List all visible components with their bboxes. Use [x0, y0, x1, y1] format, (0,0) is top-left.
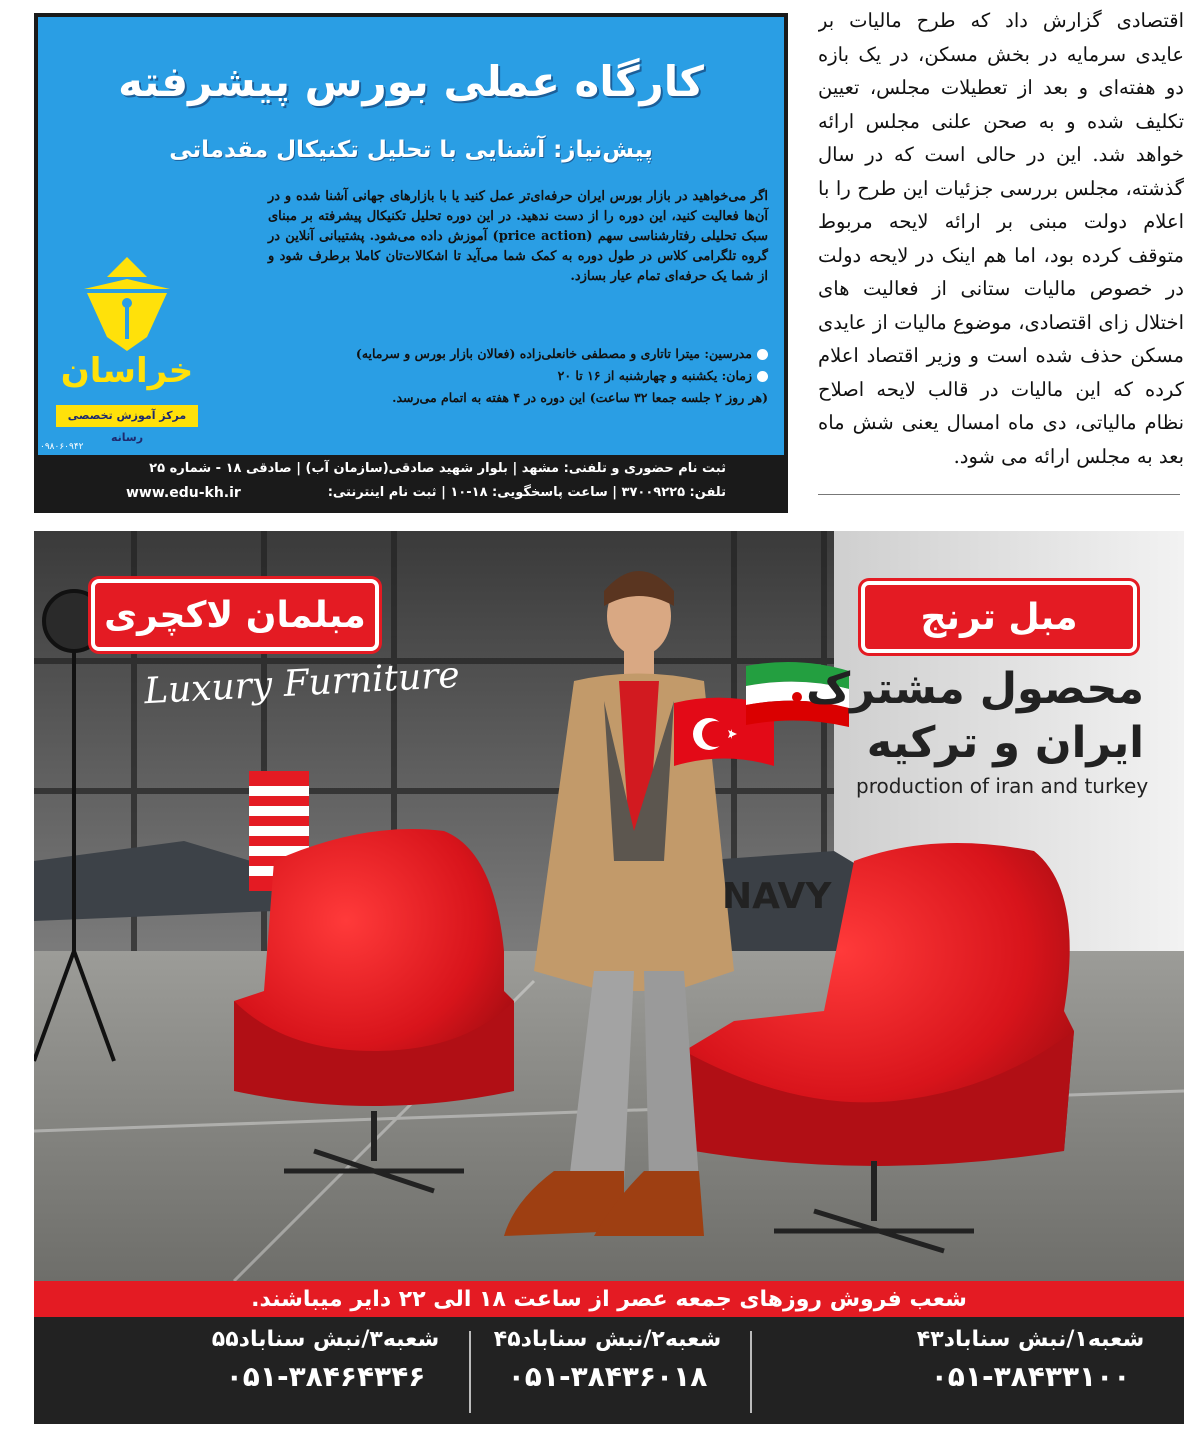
time-text: زمان: یکشنبه و چهارشنبه از ۱۶ تا ۲۰: [557, 368, 752, 383]
bullet-icon: [757, 349, 768, 360]
course-title: کارگاه عملی بورس پیشرفته: [118, 57, 704, 106]
address-line: ثبت نام حضوری و تلفنی: مشهد | بلوار شهید صادقی(سازمان آب) | صادقی ۱۸ - شماره ۲۵: [149, 461, 726, 476]
branch-name: شعبه۲/نبش سناباد۴۵: [493, 1327, 722, 1352]
production-english: production of iran and turkey: [856, 774, 1149, 798]
logo-tagline: مرکز آموزش تخصصی رسانه: [56, 405, 198, 427]
news-divider: [818, 494, 1180, 495]
duration-line: (هر روز ۲ جلسه جمعا ۳۲ ساعت) این دوره در ۴ هفته به اتمام می‌رسد.: [392, 390, 768, 405]
pen-nib-logo-icon: [52, 255, 202, 355]
branch-2: [466, 1327, 749, 1393]
brand-badge-luxury-furniture: [91, 579, 379, 651]
branch-divider: [469, 1331, 471, 1413]
course-ad-footer: [34, 457, 788, 513]
website-link[interactable]: www.edu-kh.ir: [126, 485, 241, 501]
brand-badge-toranj: [861, 581, 1137, 653]
teachers-text: مدرسین: میترا تاتاری و مصطفی خانعلی‌زاده (فعالان بازار بورس و سرمایه): [355, 346, 752, 361]
brand-left-text: مبلمان لاکچری: [104, 594, 366, 636]
news-column: [818, 0, 1184, 495]
khorasan-logo: [52, 255, 202, 445]
joint-product-line1: محصول مشترک: [806, 664, 1144, 714]
teachers-line: [238, 343, 768, 365]
navy-text: NAVY: [722, 876, 832, 917]
course-subtitle: پیش‌نیاز: آشنایی با تحلیل تکنیکال مقدماتی: [169, 137, 653, 163]
branch-name: شعبه۱/نبش سناباد۴۳: [916, 1327, 1145, 1352]
branches-footer: [34, 1317, 1184, 1424]
news-text: اقتصادی گزارش داد که طرح مالیات بر عایدی سرمایه در بخش مسکن، در یک بازه دو هفته‌ای و بعد از تعطیلات مجلس، تعیین تکلیف شده و به صحن علنی مجلس ارائه خواهد شد. این در حالی است که در سال گذشته، مجلس بررسی جزئیات این طرح را با اعلام دولت مبنی بر ارائه لایحه مربوط متوقف کرده بود، اما هم اینک در لایحه دولت در خصوص مالیات ستانی از فعالیت های اختلال زای اقتصادی، موضوع مالیات از عایدی مسکن حذف شده است و وزیر اقتصاد اعلام کرده که این مالیات در قالب لایحه اصلاح نظام مالیاتی، دی ماه امسال یعنی شش ماه بعد به مجلس ارائه می شود.: [818, 9, 1184, 468]
course-ad: [34, 13, 788, 513]
sale-hours-text: شعب فروش روزهای جمعه عصر از ساعت ۱۸ الی ۲۲ دایر میباشند.: [251, 1286, 967, 1312]
course-ad-panel: [38, 17, 784, 455]
sale-hours-bar: [34, 1281, 1184, 1317]
bullet-icon: [757, 371, 768, 382]
branch-phone: ۰۵۱-۳۸۴۳۳۱۰۰: [930, 1360, 1131, 1393]
phone-line: تلفن: ۳۷۰۰۹۲۲۵ | ساعت پاسخگویی: ۱۸-۱۰ | ثبت نام اینترنتی:: [327, 485, 726, 500]
branch-1: [889, 1327, 1172, 1393]
side-phone: ۰۹۸۰۶۰۹۴۲: [40, 442, 84, 452]
time-line: [238, 365, 768, 387]
branch-phone: ۰۵۱-۳۸۴۶۴۳۴۶: [225, 1360, 426, 1393]
brand-right-text: مبل ترنج: [920, 596, 1078, 638]
furniture-ad: [34, 531, 1184, 1424]
course-description: اگر می‌خواهید در بازار بورس ایران حرفه‌ای‌تر عمل کنید یا با بازارهای جهانی آشنا شده و در آن‌ها فعالیت کنید، این دوره را از دست ندهید. در این دوره تحلیل تکنیکال پیشرفته بر مبنای سبک تحلیلی رفتارشناسی سهم (price action) آموزش داده می‌شود. پشتیبانی آنلاین در گروه تلگرامی کلاس در طول دوره به کمک شما می‌آید تا اشکالات‌تان کاملا برطرف شود و از شما یک حرفه‌ای تمام عیار بسازد.: [268, 189, 768, 284]
joint-product-line2: ایران و ترکیه: [866, 718, 1144, 768]
logo-name: خراسان: [60, 351, 194, 391]
branch-phone: ۰۵۱-۳۸۴۳۶۰۱۸: [507, 1360, 708, 1393]
branch-3: [184, 1327, 467, 1393]
branch-name: شعبه۳/نبش سناباد۵۵: [211, 1327, 440, 1352]
luxury-furniture-script: Luxury Furniture: [143, 654, 461, 713]
branch-divider: [750, 1331, 752, 1413]
course-details: [238, 343, 768, 409]
